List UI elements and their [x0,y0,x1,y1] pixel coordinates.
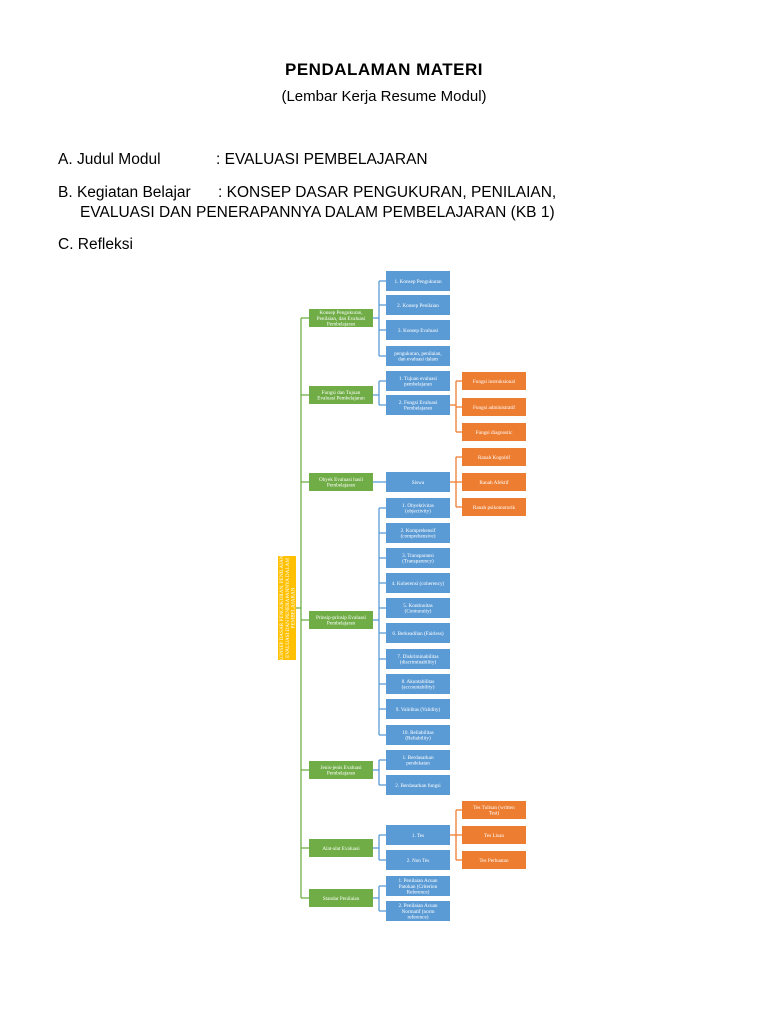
leaf-node [386,649,450,669]
leaf-node [386,750,450,770]
page-subtitle: (Lembar Kerja Resume Modul) [281,88,487,105]
leaf-node-label: 1. Tes [411,832,425,839]
sub-node [462,448,526,466]
leaf-node-label: 1. Konsep Pengukuran [394,278,442,285]
leaf-node-label: 2. Komprehensif (comprehensive) [400,528,436,540]
leaf-node-label: 8. Akuntabilitas (accountability) [401,679,435,691]
leaf-node [386,295,450,315]
leaf-node-label: 1. Obyektivitas (objectivity) [402,503,434,515]
leaf-node-label: 1. Berdasarkan pendekatan [402,755,434,767]
sub-node-label: Fungsi administratif [473,404,515,411]
field-b-label: B. Kegiatan Belajar [58,184,191,201]
branch-node [309,839,373,857]
sub-node [462,851,526,869]
sub-node [462,498,526,516]
field-a-value: : EVALUASI PEMBELAJARAN [216,151,428,168]
sub-node-label: Fungsi instruksional [472,378,516,385]
leaf-node [386,371,450,391]
branch-node-label: Prinsip-prinsip Evaluasi Pembelajaran [316,615,366,627]
branch-node-label: Fungsi dan Tujuan Evaluasi Pembelajaran [317,390,365,402]
leaf-node [386,395,450,415]
leaf-node [386,825,450,845]
leaf-node [386,271,450,291]
leaf-node [386,876,450,896]
sub-node-label: Ranah Afektif [479,479,509,486]
branch-node-label: Alat-alat Evaluasi [322,845,360,852]
leaf-node [386,548,450,568]
leaf-node-label: 3. Transparansi (Transparency) [402,553,434,565]
sub-node [462,423,526,441]
branch-node [309,761,373,779]
sub-node [462,398,526,416]
leaf-node [386,775,450,795]
field-b-value-line2: EVALUASI DAN PENERAPANNYA DALAM PEMBELAJARAN (KB 1) [80,204,555,221]
sub-node [462,473,526,491]
branch-node [309,309,373,327]
leaf-node-label: 2. Konsep Penilaian [397,302,439,309]
leaf-node [386,699,450,719]
leaf-node-label: 5. Kontinuitas (Contunuity) [403,603,433,615]
leaf-node-label: 6. Berkeadilan (Fairless) [392,630,444,637]
branch-node-label: Jenis-jenis Evaluasi Pembelajaran [320,765,362,777]
leaf-node [386,523,450,543]
field-b-value-line1: : KONSEP DASAR PENGUKURAN, PENILAIAN, [218,184,557,201]
sub-node-label: Fungsi diagnostic [475,429,513,436]
leaf-node-label: 10. Reliabilitas (Reliability) [402,730,434,742]
leaf-node [386,901,450,921]
sub-node [462,801,526,819]
branch-node [309,889,373,907]
leaf-node [386,346,450,366]
sub-node-label: Tes Perbuatan [479,857,509,864]
leaf-node-label: pengukuran, penilaian, dan evaluasi dalam [394,351,442,363]
branch-node [309,386,373,404]
page-title: PENDALAMAN MATERI [284,60,483,79]
leaf-node-label: 2. Berdasarkan fungsi [395,782,441,789]
leaf-node-label: Siswa [411,479,425,486]
leaf-node [386,725,450,745]
leaf-node [386,598,450,618]
branch-node-label: Standar Penilaian [322,895,360,902]
field-a-label: A. Judul Modul [58,151,161,168]
leaf-node [386,472,450,492]
sub-node [462,372,526,390]
leaf-node-label: 1. Penilaian Acuan Patokan (Criterion Reference) [398,878,438,896]
field-c-label: C. Refleksi [58,236,133,253]
leaf-node [386,498,450,518]
leaf-node-label: 4. Koherensi (coherency) [391,580,445,587]
leaf-node-label: 3. Konsep Evaluasi [397,327,439,334]
leaf-node [386,674,450,694]
leaf-node-label: 7. Diskriminabilitas (discriminability) [397,654,439,666]
leaf-node-label: 9. Validitas (Validity) [395,706,441,713]
branch-node [309,473,373,491]
sub-node-label: Ranah Kognitif [477,454,511,461]
root-node [278,554,296,661]
leaf-node-label: 2. Fungsi Evaluasi Pembelajaran [398,400,438,412]
sub-node-label: Tes Lisan [484,832,504,839]
leaf-node-label: 2. Non Tes [406,857,430,864]
leaf-node-label: 2. Penilaian Acuan Normatif (norm reference) [398,903,438,921]
leaf-node [386,573,450,593]
branch-node-label: Obyek Evaluasi hasil Pembelajaran [318,477,364,489]
leaf-node-label: 1. Tujuan evaluasi pembelajaran [399,376,437,388]
branch-node-label: Konsep Pengukuran, Penilaian, dan Evaluasi Pembelajaran [316,310,366,328]
sub-node-label: Tes Tulisan (written Test) [473,805,515,817]
leaf-node [386,320,450,340]
leaf-node [386,623,450,643]
sub-node-label: Ranah psikomotorik [472,504,516,511]
root-node-label: KONSEP DASAR PENGUKURAN, PENILAIAN,EVALUASI DAN PENERAPANNYA DALAMPEMBELAJARAN [279,554,297,662]
leaf-node [386,850,450,870]
branch-node [309,611,373,629]
sub-node [462,826,526,844]
